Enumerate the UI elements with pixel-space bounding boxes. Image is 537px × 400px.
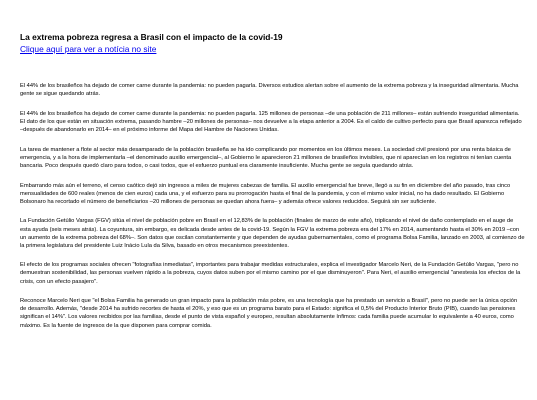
article-paragraph: Reconoce Marcelo Neri que "el Bolsa Familia ha generado un gran impacto para la población más pobre, es una tecnología que ha prestado un servicio a Brasil", pero no puede ser la única opción de desarrollo. Además, "desde 2014 ha sufrido recortes de hasta el 20%, y eso que es un programa barato para el Estado: significa el 0,5% del Producto Interior Bruto (PIB), cuando las pensiones significan el 14%". Los valores recibidos por las familias, desde el punto de vista español y europeo, resultan absolutamente ínfimos: cada familia puede acumular lo equivalente a 40 euros, como máximo. Es la fuente de ingresos de la que disponen para comprar comida. <box>20 298 518 329</box>
source-link[interactable]: Clique aquí para ver a notícia no site <box>20 44 157 54</box>
article-paragraph: La Fundación Getúlio Vargas (FGV) sitúa el nivel de población pobre en Brasil en el 12,83% de la población (finales de marzo de este año), triplicando el nivel de daño contemplado en el auge de esta ayuda (seis meses atrás). La coyuntura, sin embargo, es delicada desde antes de la covid-19. Según la FGV la extrema pobreza era del 17% en 2014, aumentando hasta el 30% en 2019 –con un aumento de la extrema pobreza del 68%–. Son datos que oscilan constantemente y que dependen de ayudas gubernamentales, como el programa Bolsa Familia, lanzado en 2003, al comienzo de la primera legislatura del presidente Luiz Inácio Lula da Silva, basado en otros mecanismos preexistentes. <box>20 218 525 249</box>
article-paragraph: El efecto de los programas sociales ofrecen "fotografías inmediatas", importantes para trabajar medidas estructurales, explica el investigador Marcelo Neri, de la Fundación Getúlio Vargas, "pero no demuestran sostenibilidad, las personas vuelven rápido a la pobreza, cuyos datos suben por el mismo camino por el que disminuyeron". Para Neri, el auxilio emergencial "anestesia los efectos de la crisis, con un efecto pasajero". <box>20 262 521 285</box>
article-paragraph: El 44% de los brasileños ha dejado de comer carne durante la pandemia: no pueden pagarla. 125 millones de personas –de una población de 211 millones– están sufriendo inseguridad alimentaria. El dato de los que están en situación extrema, pasando hambre –20 millones de personas– nos devuelve a la etapa anterior a 2004. Es el caldo de cultivo perfecto para que Brasil aparezca reflejado –después de abandonarlo en 2014– en el próximo informe del Mapa del Hambre de Naciones Unidas. <box>20 110 522 133</box>
article-title: La extrema pobreza regresa a Brasil con el impacto de la covid-19 <box>20 32 283 42</box>
article-paragraph: Embarrando más aún el terreno, el censo caótico dejó sin ingresos a miles de mujeres cabezas de familia. El auxilio emergencial fue breve, llegó a su fin en diciembre del año pasado, tras cinco mensualidades de 600 reales (menos de cien euros) cada una, y el esfuerzo para su prorrogación hasta el final de la pandemia, y con el mismo valor inicial, no ha dado resultado. El Gobierno Bolsonaro ha recortado el número de beneficiarios –20 millones de personas se quedan ahora fuera– y además ofrece valores reducidos. Seguirá sin ser suficiente. <box>20 182 511 205</box>
article-paragraph: El 44% de los brasileños ha dejado de comer carne durante la pandemia: no pueden pagarla. Diversos estudios alertan sobre el aumento de la extrema pobreza y la inseguridad alimentaria. Mucha gente se sigue quedando atrás. <box>20 83 519 98</box>
article-body <box>20 82 525 341</box>
article-paragraph: La tarea de mantener a flote al sector más desamparado de la población brasileña se ha ido complicando por momentos en los últimos meses. La sociedad civil presionó por una renta básica de emergencia, y a la hora de implementarla –el denominado auxilio emergencial–, al Gobierno le aparecieron 21 millones de brasileños invisibles, que ni aparecían en los registros ni tenían cuenta bancaria. Poco después quedó claro para todos, o casi todos, que el esfuerzo puntual era claramente insuficiente. Mucha gente se seguía quedando atrás. <box>20 146 512 169</box>
